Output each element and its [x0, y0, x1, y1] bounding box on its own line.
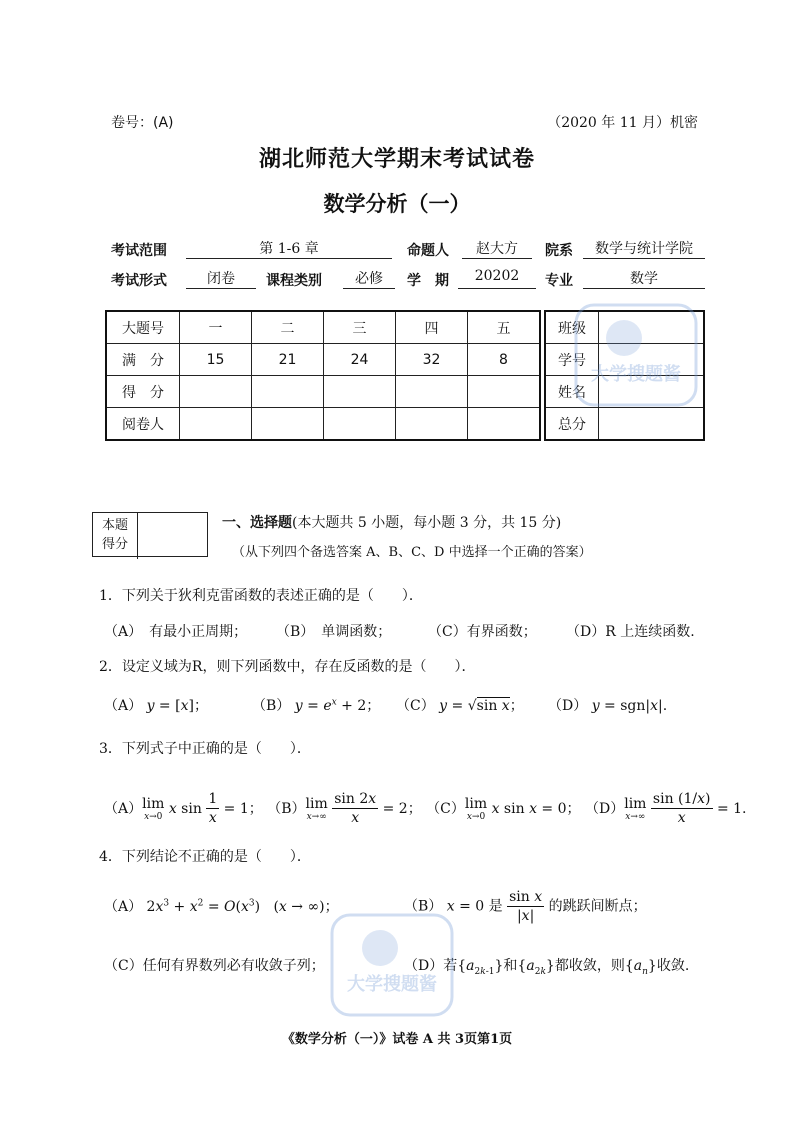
full-mark-cell: 21	[252, 344, 324, 376]
form-label: 考试形式	[111, 273, 167, 289]
section-heading: 一、选择题	[222, 515, 292, 531]
student-id-label: 学号	[545, 344, 599, 376]
q1-option-c: （C）有界函数；	[428, 624, 537, 640]
q3-option-a: （A） lim x→0 x sin $\frac{1}{x}$ = 1；	[104, 791, 263, 826]
row-label: 阅卷人	[106, 408, 180, 441]
page-footer: 《数学分析（一）》试卷 A 共 3页第1页	[281, 1032, 513, 1047]
q4-d-mid: 都收敛，则	[554, 958, 625, 974]
row-label: 得 分	[106, 376, 180, 408]
dept-value: 数学与统计学院	[583, 238, 705, 259]
column-header: 二	[252, 311, 324, 344]
major-label: 专业	[545, 273, 573, 289]
q2-option-b: （B） $y = e^x + 2$；	[252, 697, 381, 714]
category-label: 课程类别	[266, 273, 322, 289]
question-1: 1．下列关于狄利克雷函数的表述正确的是（ ）．	[99, 588, 423, 604]
section-score-box	[92, 512, 208, 557]
question-3: 3．下列式子中正确的是（ ）．	[99, 741, 311, 757]
course-title: 数学分析（一）	[323, 192, 471, 216]
box-label-2: 得分	[101, 537, 128, 552]
score-cell[interactable]	[324, 376, 396, 408]
paper-number: 卷号：(A)	[111, 115, 174, 131]
q3-option-c: （C） lim x→0 x sin x = 0；	[426, 795, 581, 822]
score-cell[interactable]	[468, 376, 541, 408]
major-value: 数学	[583, 268, 705, 289]
form-value: 闭卷	[186, 268, 256, 289]
exam-date: （2020 年 11 月）机密	[547, 115, 698, 131]
q4-d-end: 收敛.	[656, 958, 690, 974]
column-header: 四	[396, 311, 468, 344]
q1-option-b: （B） 单调函数；	[276, 624, 392, 640]
score-cell[interactable]	[252, 376, 324, 408]
total-label: 总分	[545, 408, 599, 441]
q4-d-and: 和	[503, 958, 518, 974]
setter-value: 赵大方	[462, 238, 532, 259]
grader-cell[interactable]	[180, 408, 252, 441]
watermark-icon-2	[322, 910, 462, 1020]
class-label: 班级	[545, 311, 599, 344]
section-score-label	[93, 513, 138, 559]
category-value: 必修	[343, 268, 395, 289]
section-detail: (本大题共 5 小题，每小题 3 分，共 15 分)	[292, 515, 562, 531]
q3-options	[104, 790, 747, 827]
table-row	[545, 408, 704, 441]
watermark-logo	[566, 300, 706, 410]
term-label: 学 期	[407, 273, 449, 289]
watermark-icon	[566, 300, 706, 410]
q4-d-pre: （D）若	[404, 958, 458, 974]
q3-option-d: （D） lim x→∞ $\frac{\sin (1/x)}{x}$ = 1.	[584, 791, 747, 826]
q4-b-text: 的跳跃间断点；	[548, 898, 647, 915]
q4-option-b: （B） x = 0 是 $\frac{\text{sin x}}{|x|}$ 的跳跃间断点；	[404, 889, 647, 924]
question-2: 2．设定义域为R，则下列函数中，存在反函数的是（ ）．	[99, 659, 476, 675]
table-row	[106, 344, 540, 376]
full-mark-cell: 15	[180, 344, 252, 376]
watermark-logo-2	[322, 910, 462, 1020]
question-4: 4．下列结论不正确的是（ ）．	[99, 849, 311, 865]
section-note: （从下列四个备选答案 A、B、C、D 中选择一个正确的答案）	[232, 545, 592, 560]
grader-cell[interactable]	[396, 408, 468, 441]
table-row	[106, 311, 540, 344]
grader-cell[interactable]	[468, 408, 541, 441]
table-row	[106, 376, 540, 408]
q2-option-d: （D） y = sgn|x|.	[548, 698, 668, 714]
q1-option-d: （D）R 上连续函数.	[566, 624, 695, 640]
box-label-1: 本题	[101, 518, 128, 533]
q4-option-c: （C）任何有界数列必有收敛子列；	[104, 958, 325, 974]
dept-label: 院系	[545, 243, 573, 259]
q2-option-c: （C） y = √sin x；	[396, 698, 524, 714]
q3-option-b: （B） lim x→∞ $\frac{\sin 2x}{x}$ = 2；	[267, 791, 422, 826]
row-label: 大题号	[106, 311, 180, 344]
section-title	[222, 512, 561, 532]
total-field[interactable]	[599, 408, 705, 441]
scope-value: 第 1-6 章	[186, 238, 392, 259]
grader-cell[interactable]	[252, 408, 324, 441]
watermark-text-2: 大学搜题酱	[347, 974, 437, 995]
q1-option-a: （A） 有最小正周期；	[104, 624, 248, 640]
q4-option-d: （D）若$\{a_{2k-1}\}$和$\{a_{2k}\}$都收敛，则$\{a_n\}$收敛.	[404, 958, 690, 977]
full-mark-cell: 24	[324, 344, 396, 376]
column-header: 三	[324, 311, 396, 344]
score-table	[105, 310, 541, 441]
score-cell[interactable]	[396, 376, 468, 408]
name-label: 姓名	[545, 376, 599, 408]
column-header: 五	[468, 311, 541, 344]
grader-cell[interactable]	[324, 408, 396, 441]
q2-option-a: （A） y = [x]；	[104, 698, 208, 714]
scope-label: 考试范围	[111, 243, 167, 259]
column-header: 一	[180, 311, 252, 344]
q4-option-a: （A） $2x^3 + x^2 = O(x^3) (x$ → ∞)；	[104, 898, 339, 915]
score-cell[interactable]	[180, 376, 252, 408]
exam-title: 湖北师范大学期末考试试卷	[258, 147, 535, 172]
setter-label: 命题人	[407, 243, 449, 259]
term-value: 20202	[458, 268, 536, 289]
watermark-text: 大学搜题酱	[591, 364, 681, 385]
table-row	[106, 408, 540, 441]
full-mark-cell: 8	[468, 344, 541, 376]
row-label: 满 分	[106, 344, 180, 376]
full-mark-cell: 32	[396, 344, 468, 376]
